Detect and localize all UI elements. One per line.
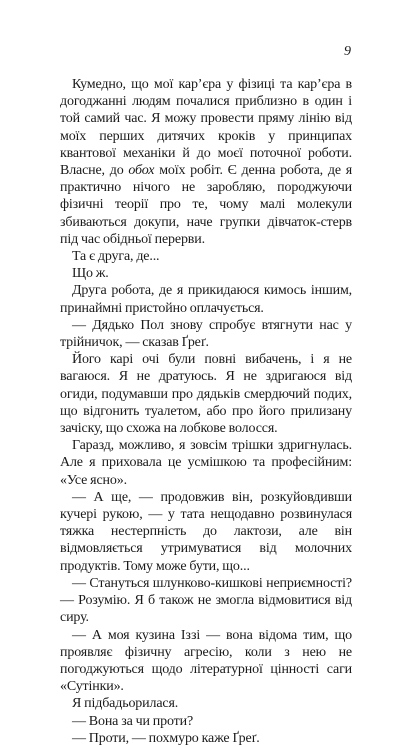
paragraph-12: — Вона за чи проти? — [72, 713, 194, 729]
text-run: Кумедно, що мої кар’єра у фізиці та кар’єра в догоджанні людям почалися приблизно в один і той самий час. Я можу провести пряму лінію від моїх перших дитячих кроків у принципах квантової механіки й до моєї поточної роботи. Власне, до — [60, 77, 352, 179]
page-number: 9 — [344, 44, 351, 59]
paragraph-6: Його карі очі були повні вибачень, і я не вагаюся. Я не дратуюсь. Я не здригаюся від огиди, подумавши про дядьків смердючий подих, що відгонить туалетом, або про його прилизану зачіску, що схожа на лобкове волосся. — [60, 352, 352, 437]
text-run: моїх робіт. Є денна робота, де я практично нічого не заробляю, породжуючи фізичні теорії про те, чому малі молекули збиваються докупи, наче групки дівчаток-стерв під час обідньої перерви. — [60, 163, 352, 247]
paragraph-5: — Дядько Пол знову спробує втягнути нас у трійничок, — сказав Ґреґ. — [60, 317, 352, 351]
paragraph-11: Я підбадьорилася. — [72, 696, 179, 712]
paragraph-9: — Стануться шлунково-кишкові неприємності? — Розумію. Я б також не змогла відмовитися від сиру. — [60, 575, 352, 626]
paragraph-8: — А ще, — продовжив він, розкуйовдивши кучері рукою, — у тата нещодавно розвинулася тяжка нестерпність до лактози, але він відмовляється утримуватися від молочних продуктів. Тому може бути, що... — [60, 489, 352, 574]
body-text — [60, 76, 352, 747]
italic-text-run: обох — [128, 163, 155, 179]
paragraph-4: Друга робота, де я прикидаюся кимось іншим, принаймні пристойно оплачується. — [60, 283, 352, 316]
paragraph-2: Та є друга, де... — [72, 249, 160, 265]
paragraph-13: — Проти, — похмуро каже Ґреґ. — [72, 730, 260, 746]
paragraph-10: — А моя кузина Іззі — вона відома тим, що проявляє фізичну агресію, коли з нею не погоджуються щодо літературної цінності саги «Сутінки». — [60, 627, 352, 695]
paragraph-3: Що ж. — [72, 266, 109, 282]
paragraph-7: Гаразд, можливо, я зовсім трішки здригнулась. Але я приховала це усмішкою та професійним: «Усе ясно». — [60, 438, 352, 488]
paragraph-1 — [60, 76, 352, 248]
